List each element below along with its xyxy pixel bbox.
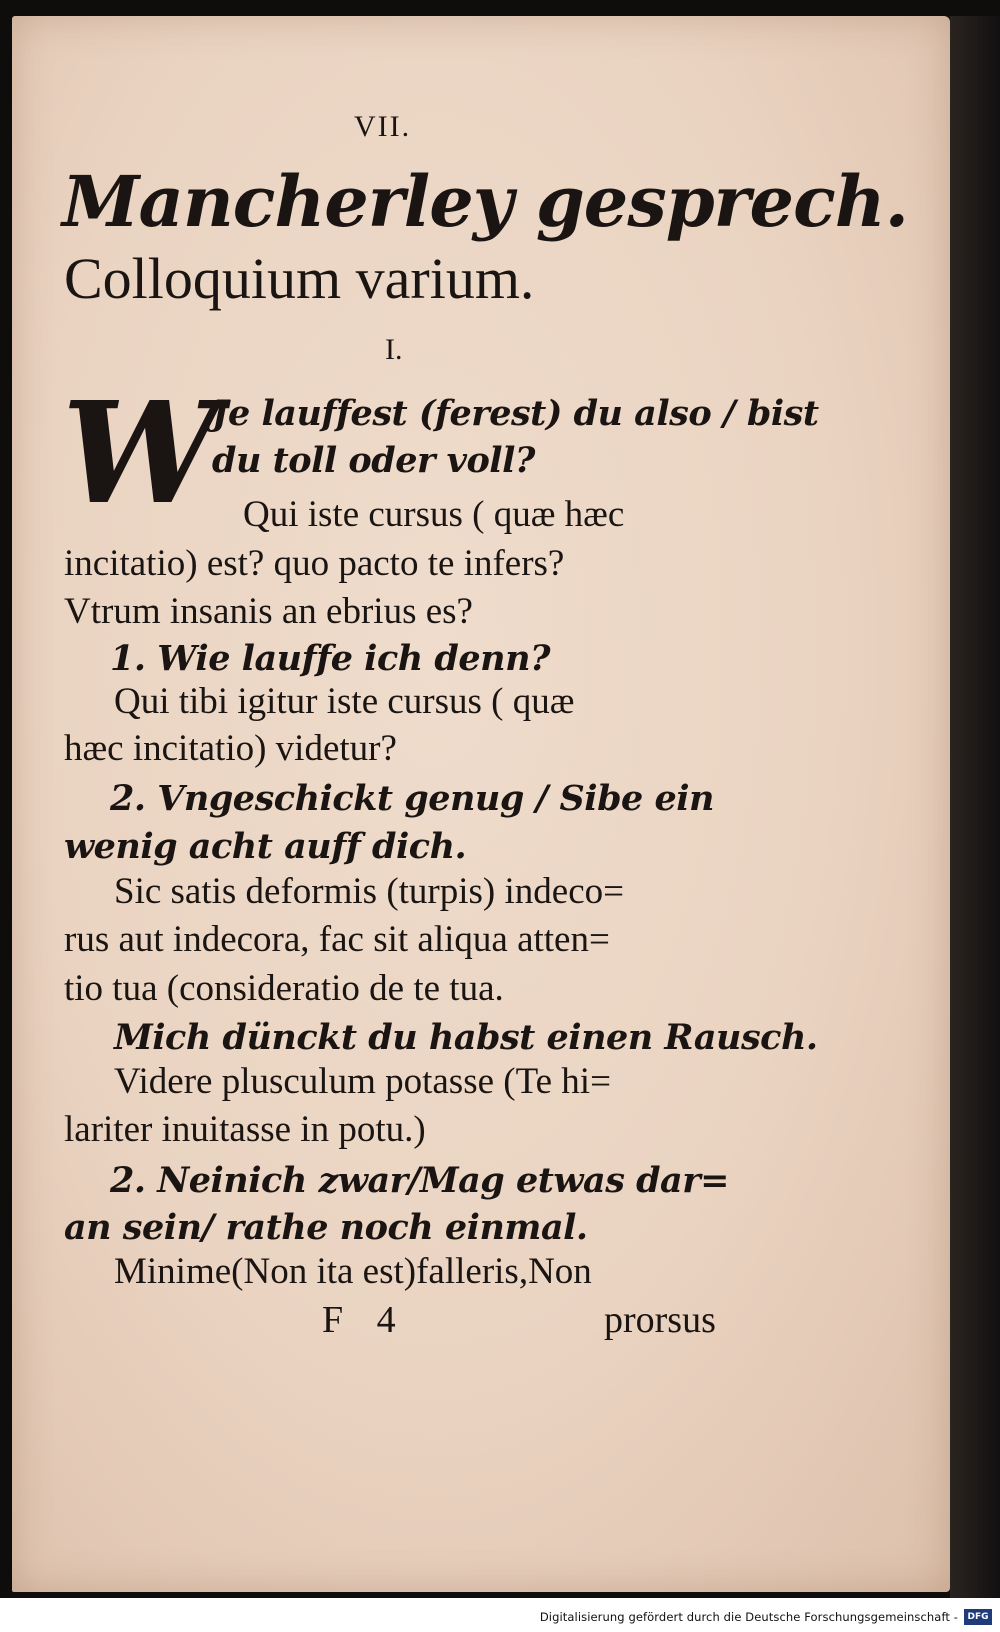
text-line-15: Videre plusculum potasse (Te hi= [114,1061,611,1102]
text-line-13: tio tua (consideratio de te tua. [64,968,504,1009]
running-head: VII. [354,110,412,143]
text-line-18: an sein/ rathe noch einmal. [64,1207,588,1248]
text-line-16: lariter inuitasse in potu.) [64,1109,426,1150]
title-german: Mancherley gesprech. [62,160,908,243]
text-line-9: 2. Vngeschickt genug / Sibe ein [110,778,715,819]
text-line-19: Minime(Non ita est)falleris,Non [114,1251,592,1292]
text-line-10: wenig acht auff dich. [64,826,467,867]
text-line-2: du toll oder voll? [212,440,535,481]
text-line-17: 2. Neinich zwar/Mag etwas dar= [110,1160,729,1201]
text-line-14: Mich dünckt du habst einen Rausch. [114,1017,818,1058]
footer-bar [0,1598,1000,1632]
footer-credit: Digitalisierung gefördert durch die Deutsche Forschungsgemeinschaft - [539,1610,958,1624]
signature-mark: F 4 [322,1299,396,1341]
text-line-7: Qui tibi igitur iste cursus ( quæ [114,681,575,722]
text-line-1: Je lauffest (ferest) du also / bist [212,393,819,434]
text-line-11: Sic satis deformis (turpis) indeco= [114,871,624,912]
text-line-5: Vtrum insanis an ebrius es? [64,591,473,632]
text-line-12: rus aut indecora, fac sit aliqua atten= [64,919,610,960]
text-line-6: 1. Wie lauffe ich denn? [110,638,551,679]
decorated-initial: W [62,372,220,536]
title-latin: Colloquium varium. [64,246,535,311]
catchword: prorsus [604,1299,716,1341]
text-line-4: incitatio) est? quo pacto te infers? [64,543,565,584]
text-line-3: Qui iste cursus ( quæ hæc [243,494,625,535]
dfg-logo: DFG [964,1609,992,1625]
book-edge [950,16,1000,1606]
text-line-8: hæc incitatio) videtur? [64,728,397,769]
section-number: I. [385,333,403,366]
